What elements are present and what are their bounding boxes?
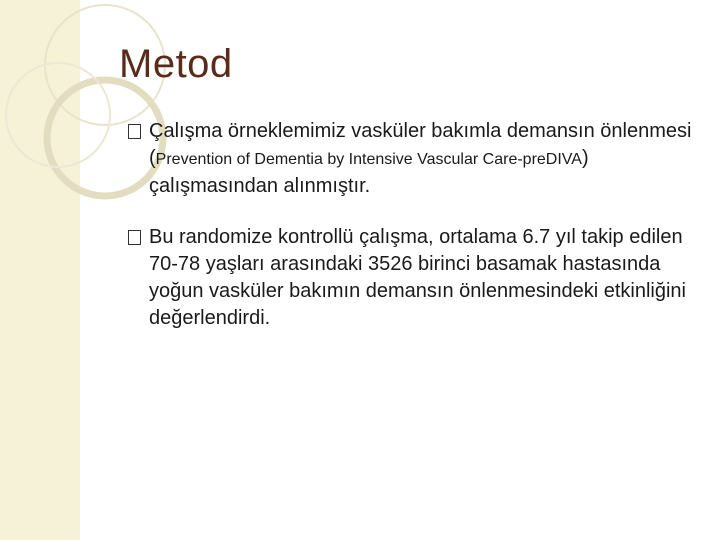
bullet-text: Bu randomize kontrollü çalışma, ortalama 6.7 yıl takip edilen 70-78 yaşları arasındaki 3526 birinci basamak hastasında yoğun vasküler bakımın demansın önlenmesindeki etkinliğini değerlendirdi.	[149, 226, 686, 329]
bullet-square-icon	[128, 124, 141, 139]
bullet-square-icon	[128, 230, 141, 245]
bullet-list	[128, 118, 698, 332]
bullet-item	[128, 118, 698, 200]
bullet-text: Çalışma örneklemimiz vasküler bakımla demansın önlenmesi (	[149, 120, 692, 169]
bullet-text-small: Prevention of Dementia by Intensive Vascular Care-preDIVA	[155, 151, 582, 168]
slide-title: Metod	[119, 42, 233, 86]
bullet-item	[128, 224, 698, 332]
bullet-text: ) çalışmasından alınmıştır.	[149, 147, 589, 197]
